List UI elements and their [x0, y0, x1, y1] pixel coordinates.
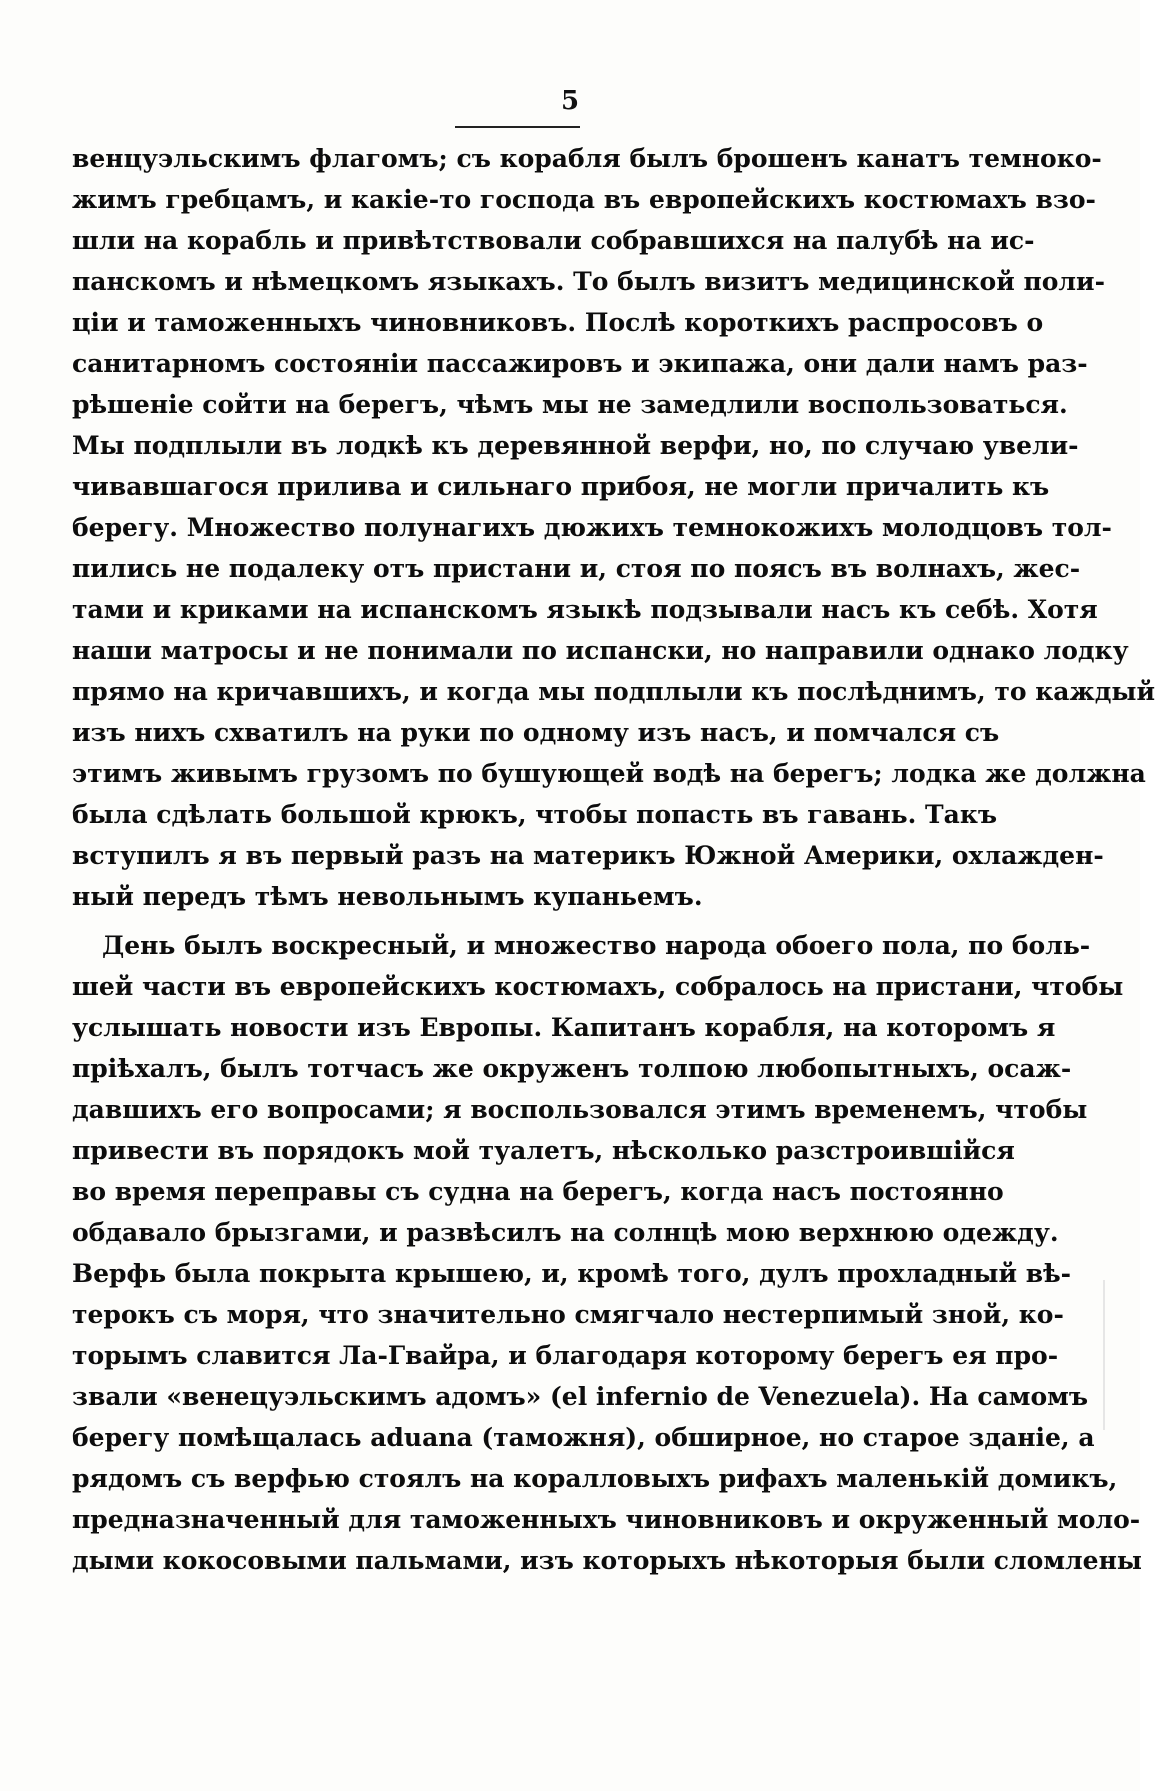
text-line: ный передъ тѣмъ невольнымъ купаньемъ.	[72, 882, 703, 911]
text-line: шли на корабль и привѣтствовали собравшихся на палубѣ на ис-	[72, 226, 1035, 255]
text-line: обдавало брызгами, и развѣсилъ на солнцѣ мою верхнюю одежду.	[72, 1218, 1059, 1247]
text-line: терокъ съ моря, что значительно смягчало нестерпимый зной, ко-	[72, 1300, 1064, 1329]
text-line: торымъ славится Ла-Гвайра, и благодаря которому берегъ ея про-	[72, 1341, 1059, 1370]
text-line: была сдѣлать большой крюкъ, чтобы попасть въ гавань. Такъ	[72, 800, 998, 829]
text-line: привести въ порядокъ мой туалетъ, нѣсколько разстроившійся	[72, 1136, 1015, 1165]
text-line: рядомъ съ верфью стоялъ на коралловыхъ рифахъ маленькій домикъ,	[72, 1464, 1118, 1493]
text-line: изъ нихъ схватилъ на руки по одному изъ насъ, и помчался съ	[72, 718, 1000, 747]
text-line: услышать новости изъ Европы. Капитанъ корабля, на которомъ я	[72, 1013, 1056, 1042]
text-line: венцуэльскимъ флагомъ; съ корабля былъ брошенъ канатъ темноко-	[72, 144, 1102, 173]
text-line: берегу помѣщалась aduana (таможня), обширное, но старое зданіе, а	[72, 1423, 1095, 1452]
text-line: наши матросы и не понимали по испански, но направили однако лодку	[72, 636, 1129, 665]
text-line: дыми кокосовыми пальмами, изъ которыхъ нѣкоторыя были сломлены	[72, 1546, 1142, 1575]
header-rule	[455, 126, 580, 128]
text-line: предназначенный для таможенныхъ чиновниковъ и окруженный моло-	[72, 1505, 1141, 1534]
text-line: панскомъ и нѣмецкомъ языкахъ. То былъ визитъ медицинской поли-	[72, 267, 1105, 296]
text-line: берегу. Множество полунагихъ дюжихъ темнокожихъ молодцовъ тол-	[72, 513, 1112, 542]
text-line: шей части въ европейскихъ костюмахъ, собралось на пристани, чтобы	[72, 972, 1124, 1001]
text-line: звали «венецуэльскимъ адомъ» (el infernio de Venezuela). На самомъ	[72, 1382, 1089, 1411]
text-line: тами и криками на испанскомъ языкѣ подзывали насъ къ себѣ. Хотя	[72, 595, 1098, 624]
text-line: во время переправы съ судна на берегъ, когда насъ постоянно	[72, 1177, 1004, 1206]
text-line: давшихъ его вопросами; я воспользовался этимъ временемъ, чтобы	[72, 1095, 1088, 1124]
text-line: вступилъ я въ первый разъ на материкъ Южной Америки, охлажден-	[72, 841, 1104, 870]
text-line: прямо на кричавшихъ, и когда мы подплыли къ послѣднимъ, то каждый	[72, 677, 1155, 706]
paragraph-1	[72, 138, 1155, 917]
text-line: ціи и таможенныхъ чиновниковъ. Послѣ короткихъ распросовъ о	[72, 308, 1044, 337]
text-line: Верфь была покрыта крышею, и, кромѣ того, дулъ прохладный вѣ-	[72, 1259, 1072, 1288]
text-line: День былъ воскресный, и множество народа обоего пола, по боль-	[102, 931, 1091, 960]
body-text	[72, 138, 1155, 1581]
text-line: этимъ живымъ грузомъ по бушующей водѣ на берегъ; лодка же должна	[72, 759, 1146, 788]
page-number: 5	[560, 86, 580, 116]
text-line: санитарномъ состояніи пассажировъ и экипажа, они дали намъ раз-	[72, 349, 1088, 378]
text-line: рѣшеніе сойти на берегъ, чѣмъ мы не замедлили воспользоваться.	[72, 390, 1068, 419]
text-line: жимъ гребцамъ, и какіе-то господа въ европейскихъ костюмахъ взо-	[72, 185, 1096, 214]
text-line: пились не подалеку отъ пристани и, стоя по поясъ въ волнахъ, жес-	[72, 554, 1081, 583]
paragraph-2	[72, 925, 1142, 1581]
text-line: пріѣхалъ, былъ тотчасъ же окруженъ толпою любопытныхъ, осаж-	[72, 1054, 1072, 1083]
text-line: чивавшагося прилива и сильнаго прибоя, не могли причалить къ	[72, 472, 1050, 501]
scan-margin-mark	[1103, 1280, 1105, 1430]
text-line: Мы подплыли въ лодкѣ къ деревянной верфи, но, по случаю увели-	[72, 431, 1079, 460]
